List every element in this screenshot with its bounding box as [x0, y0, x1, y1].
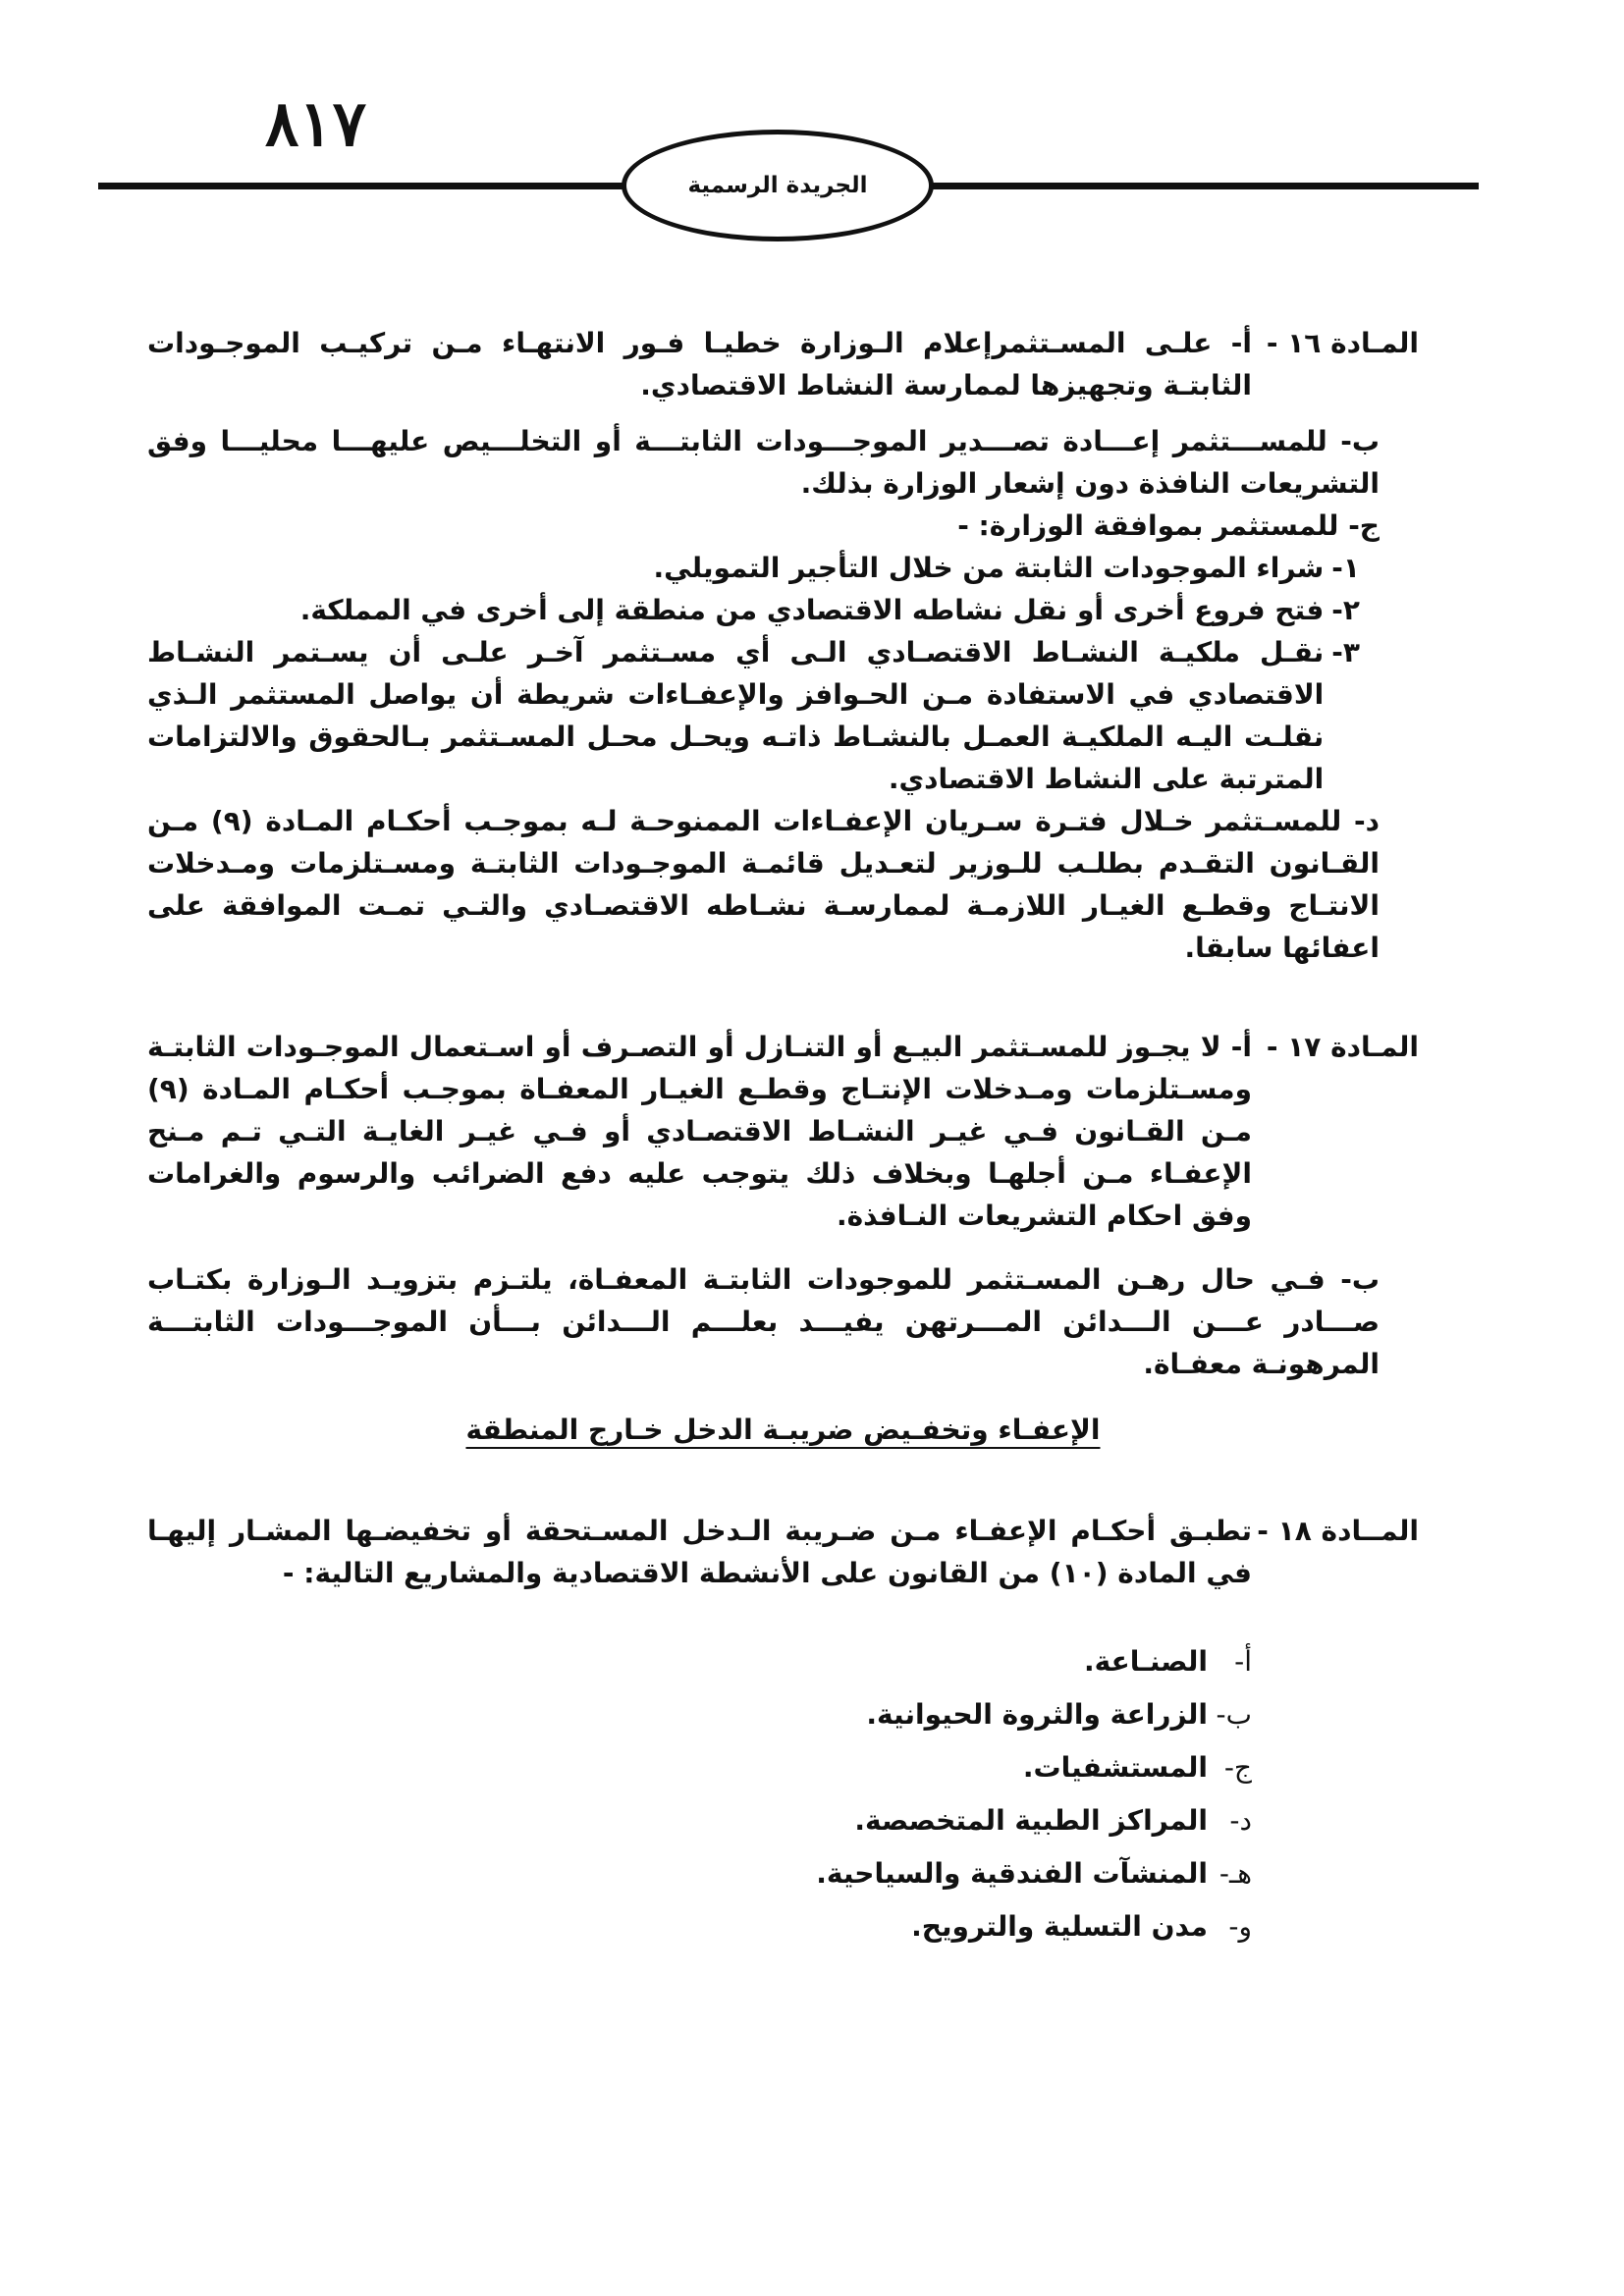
list-item-marker: ٣- [1331, 636, 1360, 668]
gazette-title-oval [622, 130, 934, 241]
list-item-marker: ١- [1331, 552, 1360, 584]
list-item [147, 1794, 1252, 1847]
list-item-text: المراكز الطبية المتخصصة. [854, 1804, 1208, 1837]
list-item [147, 1900, 1252, 1953]
article-17-clause-b: ب- فـي حال رهـن المسـتثمر للموجودات الثابتـة المعفـاة، يلتـزم بتزويـد الـوزارة بكتـاب صـــادر عـــن الـــدائن المـــرتهن يفيـــد بعلـــم الـــدائن بـــأن الموجـــودات الثابتـــة المرهونـة معفـاة. [147, 1263, 1380, 1380]
article-18-text: تطبـق أحكـام الإعفـاء مـن ضـريبة الـدخل المسـتحقة أو تخفيضـها المشـار إليهـا في المادة (١٠) من القانون على الأنشطة الاقتصادية والمشاريع التالية: - [147, 1515, 1252, 1589]
article-18-label: المــادة ١٨ - [1257, 1515, 1419, 1547]
list-item [147, 1635, 1252, 1688]
article-16-clause-b: ب- للمســـتثمر إعـــادة تصـــدير الموجـــودات الثابتـــة أو التخلـــيص عليهـــا محليـــا وفق التشريعات النافذة دون إشعار الوزارة بذلك. [147, 425, 1380, 500]
list-item-marker: هـ- [1218, 1857, 1252, 1890]
article-17 [147, 1026, 1419, 1237]
list-item-text: المستشفيات. [1022, 1751, 1208, 1784]
list-item-marker: و- [1228, 1910, 1252, 1943]
list-item-marker: د- [1229, 1804, 1252, 1837]
list-item-marker: أ- [1234, 1645, 1252, 1678]
article-17-clause-a: أ- لا يجـوز للمسـتثمر البيـع أو التنـازل أو التصـرف أو اسـتعمال الموجـودات الثابتـة ومسـتلزمات ومـدخلات الإنتـاج وقطـع الغيـار المعفـاة بموجـب أحكـام المـادة (٩) مـن القـانون فـي غيـر النشـاط الاقتصـادي أو فـي غيـر الغايـة التـي تـم مـنح الإعفـاء مـن أجلهـا وبخلاف ذلك يتوجب عليه دفع الضرائب والرسوم والغرامات وفق احكام التشريعات النـافذة. [147, 1031, 1252, 1232]
header-rule-left [98, 183, 623, 189]
list-item-text: شراء الموجودات الثابتة من خلال التأجير التمويلي. [653, 552, 1325, 584]
article-16 [147, 322, 1419, 406]
list-item [147, 589, 1360, 631]
list-item [147, 1688, 1252, 1741]
page-number: ٨١٧ [265, 87, 367, 161]
list-item [147, 1847, 1252, 1900]
gazette-title: الجريدة الرسمية [687, 173, 868, 198]
list-item [147, 547, 1360, 589]
section-title: الإعفـاء وتخفـيض ضريبـة الدخل خـارج المنطقة [465, 1414, 1101, 1446]
list-item-text: مدن التسلية والترويح. [911, 1910, 1208, 1943]
article-18-list [147, 1635, 1419, 1953]
list-item-text: الصنـاعة. [1084, 1645, 1208, 1678]
list-item [147, 631, 1360, 800]
header-rule-right [933, 183, 1479, 189]
article-16-clause-c-intro: ج- للمستثمر بموافقة الوزارة: - [957, 509, 1380, 542]
article-16-label: المـادة ١٦ - [1266, 327, 1419, 359]
article-16-clause-d: د- للمسـتثمر خـلال فتـرة سـريان الإعفـاءات الممنوحـة لـه بموجـب أحكـام المـادة (٩) مـن القـانون التقـدم بطلـب للـوزير لتعـديل قائمـة الموجـودات الثابتـة ومسـتلزمات ومـدخلات الانتـاج وقطـع الغيـار اللازمـة لممارسـة نشـاطه الاقتصـادي والتـي تمـت الموافقة على اعفائها سابقا. [147, 805, 1380, 964]
article-17-label: المـادة ١٧ - [1266, 1031, 1419, 1063]
list-item-text: المنشآت الفندقية والسياحية. [816, 1857, 1208, 1890]
article-16-clause-a: أ- علـى المسـتثمرإعلام الـوزارة خطيـا فـور الانتهـاء مـن تركيـب الموجـودات الثابتـة وتجهيزها لممارسة النشاط الاقتصادي. [147, 327, 1252, 401]
list-item-text: نقـل ملكيـة النشـاط الاقتصـادي الـى أي مسـتثمر آخـر علـى أن يسـتمر النشـاط الاقتصادي في الاستفادة مـن الحـوافز والإعفـاءات شريطة أن يواصل المستثمر الـذي نقلـت اليـه الملكيـة العمـل بالنشـاط ذاتـه ويحـل محـل المسـتثمر بـالحقوق والالتزامات المترتبة على النشاط الاقتصادي. [147, 636, 1325, 795]
list-item-marker: ج- [1223, 1751, 1252, 1784]
document-body [147, 322, 1419, 1953]
article-18 [147, 1510, 1419, 1594]
list-item-text: فتح فروع أخرى أو نقل نشاطه الاقتصادي من منطقة إلى أخرى في المملكة. [299, 594, 1325, 626]
list-item [147, 1741, 1252, 1794]
list-item-marker: ب- [1216, 1698, 1252, 1731]
list-item-marker: ٢- [1331, 594, 1360, 626]
list-item-text: الزراعة والثروة الحيوانية. [866, 1698, 1208, 1731]
